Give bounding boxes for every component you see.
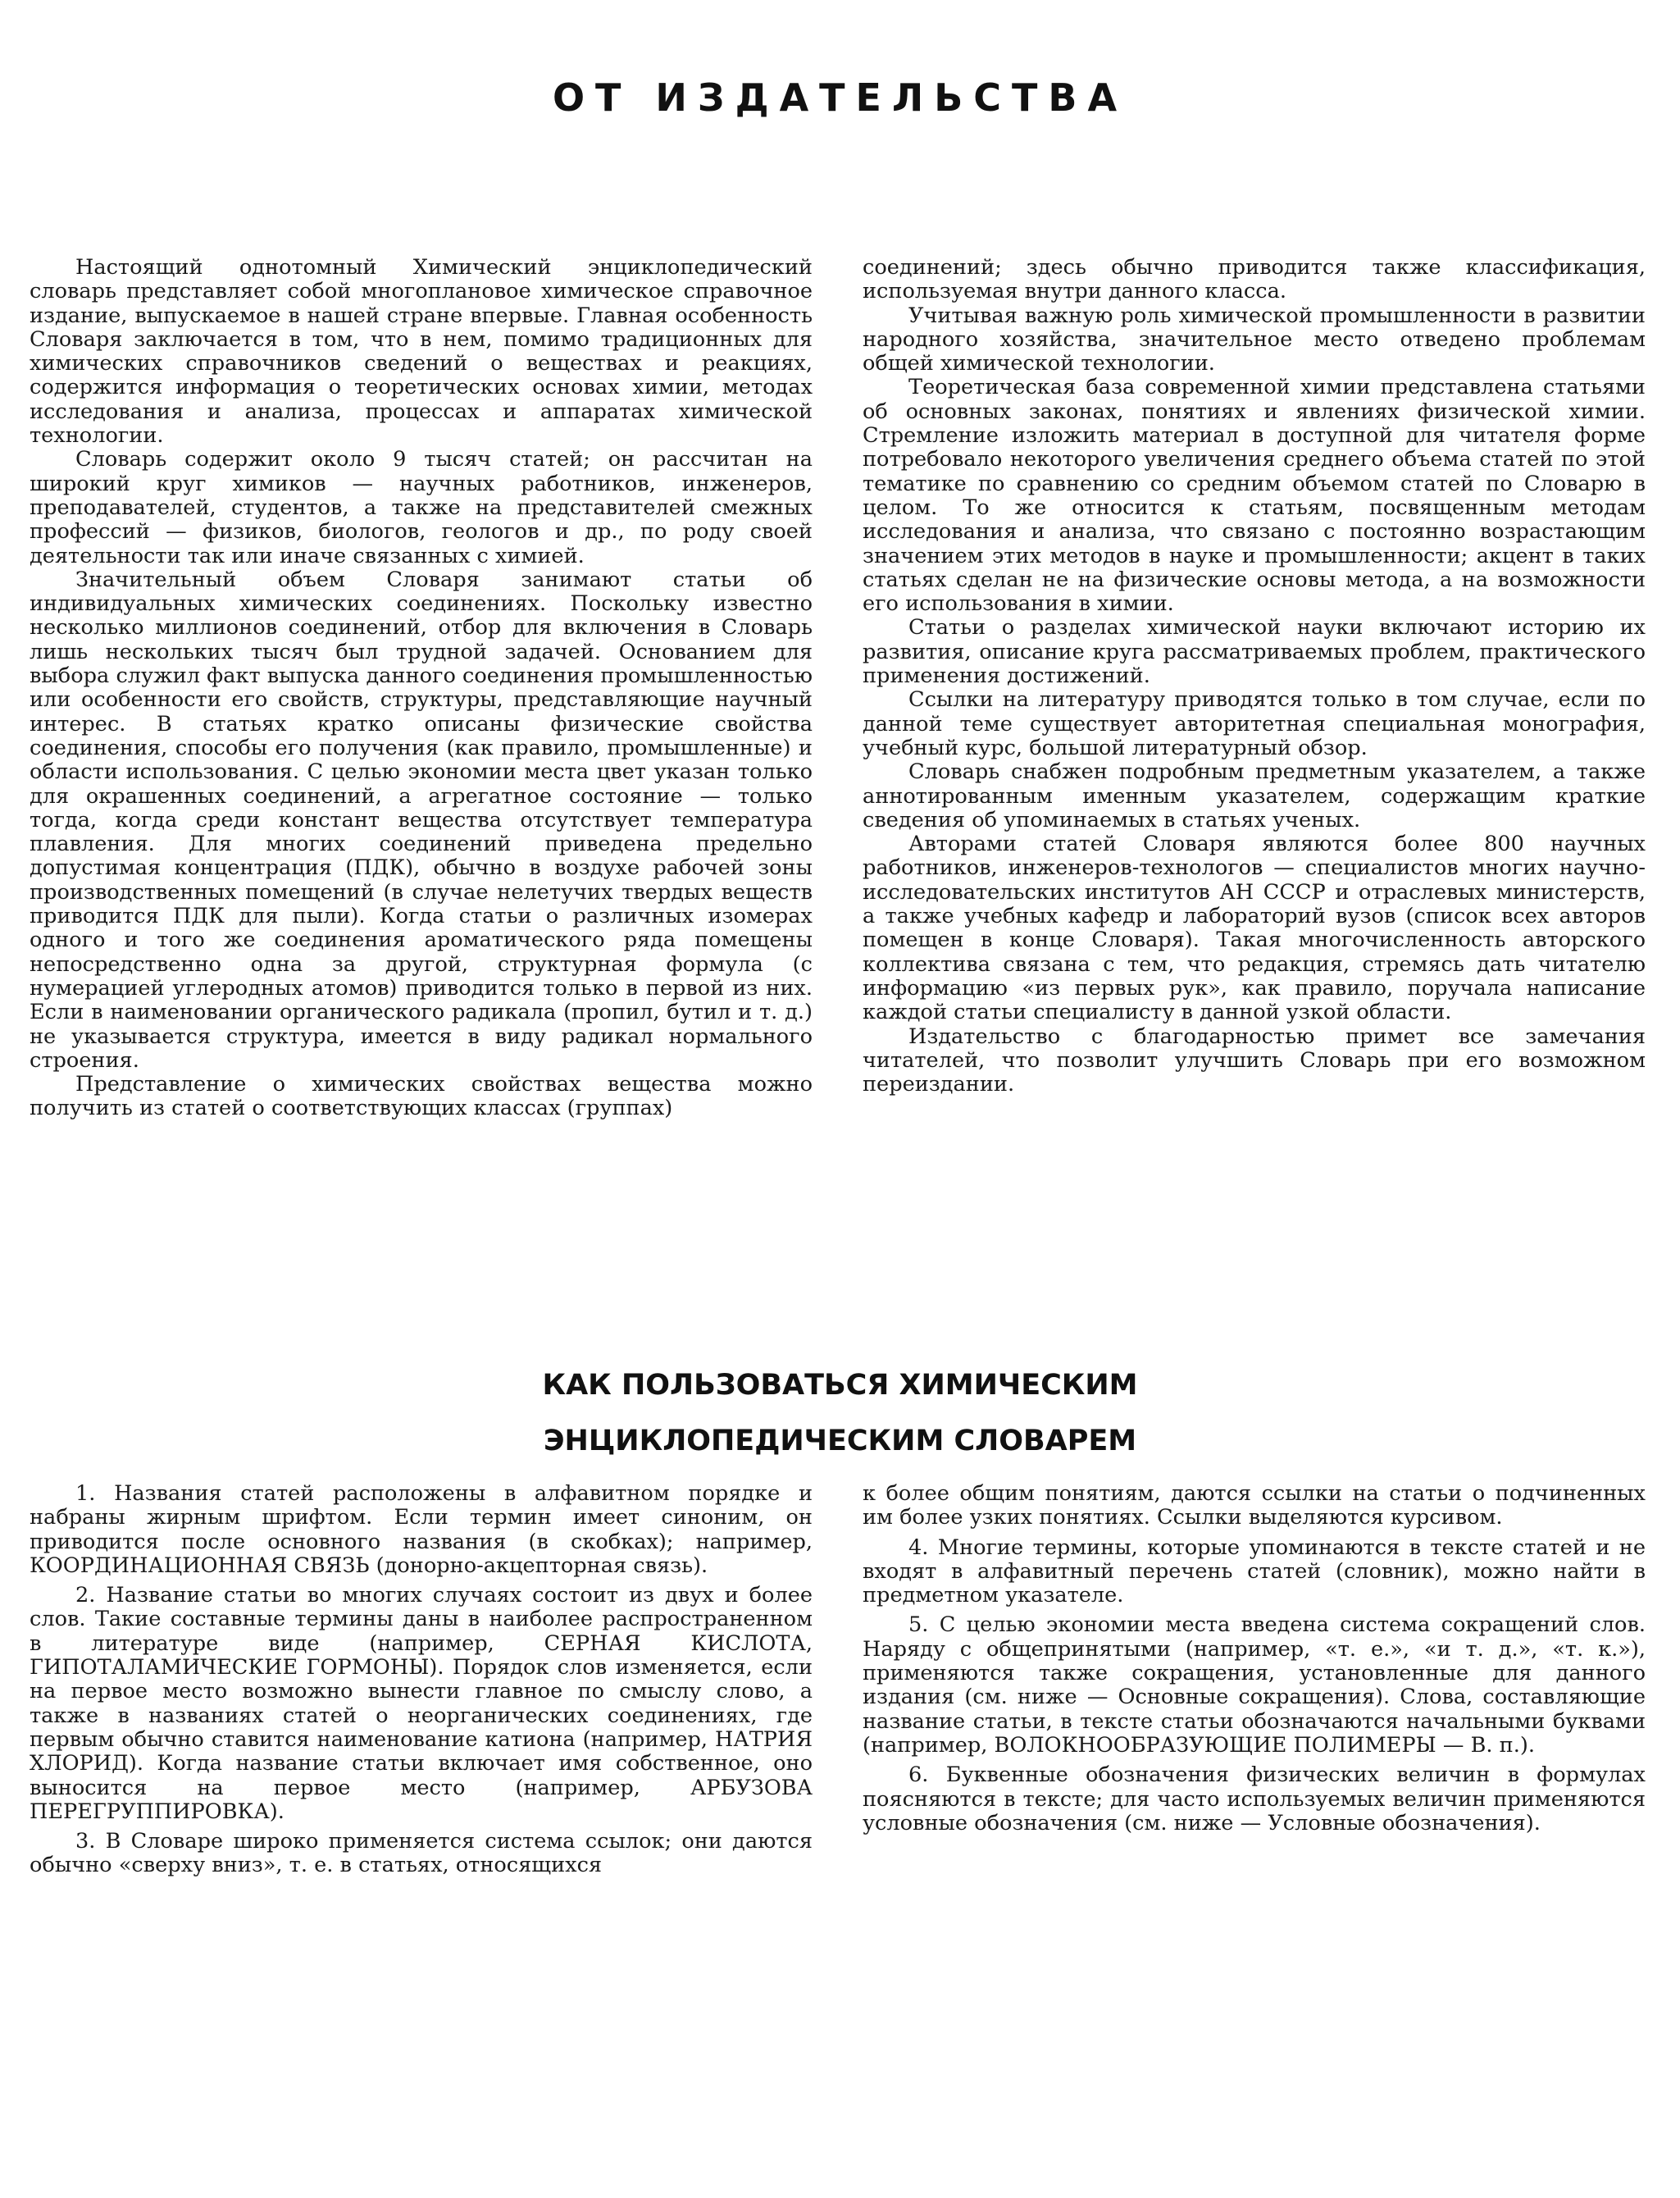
paragraph: Издательство с благодарностью примет все замечания читателей, что позволит улучшить Словарь при его возможном переиздании. [863,1024,1646,1097]
numbered-item: 4. Многие термины, которые упоминаются в тексте статей и не входят в алфавитный перечень статей (словник), можно найти в предметном указателе. [863,1534,1646,1608]
numbered-item: 6. Буквенные обозначения физических величин в формулах поясняются в тексте; для часто используемых величин применяются условные обозначения (см. ниже — Условные обозначения). [863,1763,1646,1835]
paragraph: Авторами статей Словаря являются более 800 научных работников, инженеров-технологов — специалистов многих научно-исследовательских институтов АН СССР и отраслевых министерств, а также учебных кафедр и лабораторий вузов (список всех авторов помещен в конце Словаря). Такая многочисленность авторского коллектива связана с тем, что редакция, стремясь дать читателю информацию «из первых рук», как правило, поручала написание каждой статьи специалисту в данной узкой области. [863,832,1646,1025]
page-title: ОТ ИЗДАТЕЛЬСТВА [552,75,1128,120]
numbered-item: 3. В Словаре широко применяется система ссылок; они даются обычно «сверху вниз», т. е. в статьях, относящихся [30,1829,813,1878]
paragraph: Словарь снабжен подробным предметным указателем, а также аннотированным именным указателем, содержащим краткие сведения об упоминаемых в статьях ученых. [863,759,1646,832]
paragraph: Статьи о разделах химической науки включают историю их развития, описание круга рассматриваемых проблем, практического применения достижений. [863,615,1646,689]
howto-column-right [863,1482,1646,1958]
paragraph: Настоящий однотомный Химический энциклопедический словарь представляет собой многоплановое химическое справочное издание, выпускаемое в нашей стране впервые. Главная особенность Словаря заключается в том, что в нем, помимо традиционных для химических справочников сведений о веществах и реакциях, содержится информация о теоретических основах химии, методах исследования и анализа, процессах и аппаратах химической технологии. [30,256,813,449]
paragraph: Ссылки на литературу приводятся только в том случае, если по данной теме существует авторитетная специальная монография, учебный курс, большой литературный обзор. [863,687,1646,760]
paragraph: Словарь содержит около 9 тысяч статей; он рассчитан на широкий круг химиков — научных работников, инженеров, преподавателей, студентов, а также на представителей смежных профессий — физиков, биологов, геологов и др., по роду своей деятельности так или иначе связанных с химией. [30,447,813,568]
numbered-item: 1. Названия статей расположены в алфавитном порядке и набраны жирным шрифтом. Если термин имеет синоним, он приводится после основного названия (в скобках); например, КООРДИНАЦИОННАЯ СВЯЗЬ (донорно-акцепторная связь). [30,1482,813,1578]
numbered-item: 5. С целью экономии места введена система сокращений слов. Наряду с общепринятыми (например, «т. е.», «и т. д.», «т. к.»), применяются также сокращения, установленные для данного издания (см. ниже — Основные сокращения). Слова, составляющие название статьи, в тексте статьи обозначаются начальными буквами (например, ВОЛОКНООБРАЗУЮЩИЕ ПОЛИМЕРЫ — В. п.). [863,1612,1646,1758]
section-title [0,1357,1680,1469]
numbered-item-continuation: к более общим понятиям, даются ссылки на статьи о подчиненных им более узких понятиях. Ссылки выделяются курсивом. [863,1482,1646,1530]
publisher-column-right [863,256,1646,1240]
section-title-line: ЭНЦИКЛОПЕДИЧЕСКИМ СЛОВАРЕМ [543,1425,1137,1457]
paragraph: Значительный объем Словаря занимают статьи об индивидуальных химических соединениях. Поскольку известно несколько миллионов соединений, отбор для включения в Словарь лишь нескольких тысяч был трудной задачей. Основанием для выбора служил факт выпуска данного соединения промышленностью или особенности его свойств, структуры, представляющие научный интерес. В статьях кратко описаны физические свойства соединения, способы его получения (как правило, промышленные) и области использования. С целью экономии места цвет указан только для окрашенных соединений, а агрегатное состояние — только тогда, когда среди констант вещества отсутствует температура плавления. Для многих соединений приведена предельно допустимая концентрация (ПДК), обычно в воздухе рабочей зоны производственных помещений (в случае нелетучих твердых веществ приводится ПДК для пыли). Когда статьи о различных изомерах одного и того же соединения ароматического ряда помещены непосредственно одна за другой, структурная формула (с нумерацией углеродных атомов) приводится только в первой из них. Если в наименовании органического радикала (пропил, бутил и т. д.) не указывается структура, имеется в виду радикал нормального строения. [30,567,813,1073]
paragraph: Теоретическая база современной химии представлена статьями об основных законах, понятиях и явлениях физической химии. Стремление изложить материал в доступной для читателя форме потребовало некоторого увеличения среднего объема статей по этой тематике по сравнению со средним объемом статей по Словарю в целом. То же относится к статьям, посвященным методам исследования и анализа, что связано с постоянно возрастающим значением этих методов в науке и промышленности; акцент в таких статьях сделан не на физические основы метода, а на возможности его использования в химии. [863,375,1646,617]
paragraph-continuation: соединений; здесь обычно приводится также классификация, используемая внутри данного класса. [863,256,1646,304]
section-title-line: КАК ПОЛЬЗОВАТЬСЯ ХИМИЧЕСКИМ [542,1369,1138,1402]
paragraph: Учитывая важную роль химической промышленности в развитии народного хозяйства, значительное место отведено проблемам общей химической технологии. [863,303,1646,376]
publisher-column-left [30,256,813,1240]
numbered-item: 2. Название статьи во многих случаях состоит из двух и более слов. Такие составные термины даны в наиболее распространенном в литературе виде (например, СЕРНАЯ КИСЛОТА, ГИПОТАЛАМИЧЕСКИЕ ГОРМОНЫ). Порядок слов изменяется, если на первое место возможно вынести главное по смыслу слово, а также в названиях статей о неорганических соединениях, где первым обычно ставится наименование катиона (например, НАТРИЯ ХЛОРИД). Когда название статьи включает имя собственное, оно выносится на первое место (например, АРБУЗОВА ПЕРЕГРУППИРОВКА). [30,1583,813,1824]
howto-column-left [30,1482,813,1958]
paragraph: Представление о химических свойствах вещества можно получить из статей о соответствующих классах (группах) [30,1072,813,1121]
